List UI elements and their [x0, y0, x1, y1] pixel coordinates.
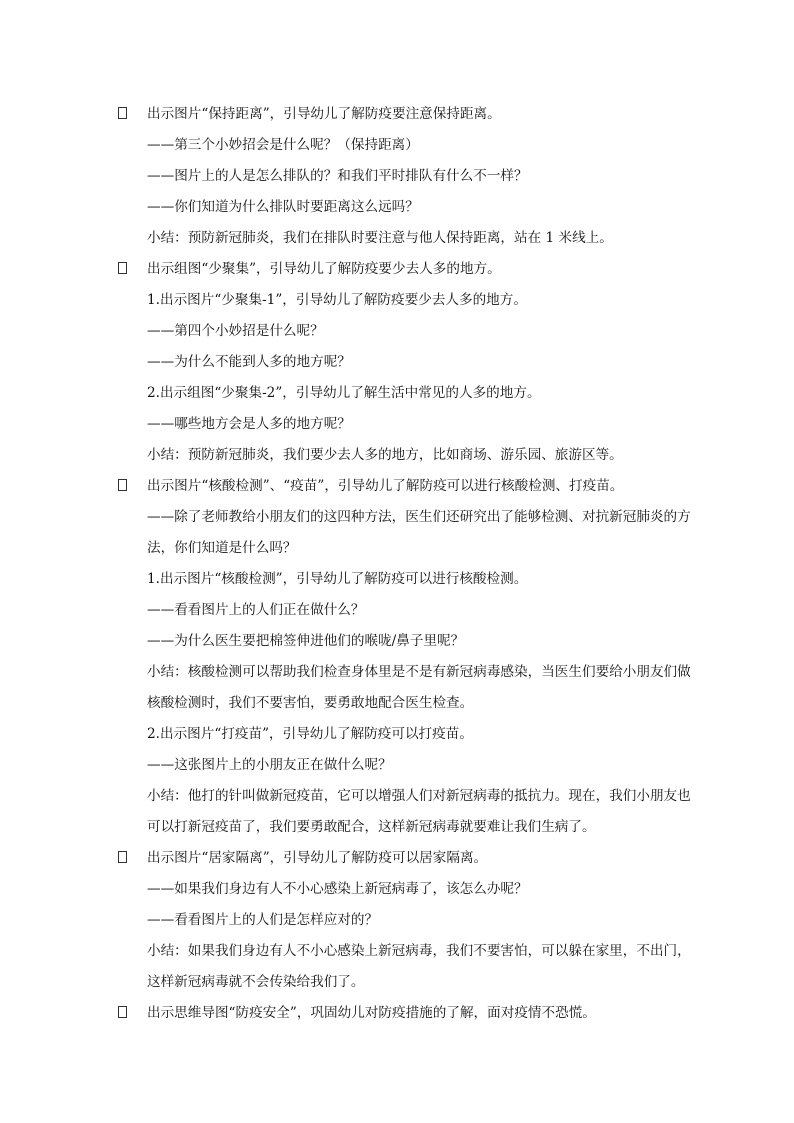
lesson-content	[118, 99, 718, 1029]
line-text: ——看看图片上的人们是怎样应对的？	[147, 912, 379, 928]
line-text: ——你们知道为什么排队时要距离这么远吗？	[147, 199, 419, 215]
line-text: 小结：核酸检测可以帮助我们检查身体里是不是有新冠病毒感染，当医生们要给小朋友们做	[147, 664, 691, 680]
text-line	[118, 378, 718, 409]
bullet-paragraph	[118, 99, 718, 130]
line-text: 出示组图“少聚集”，引导幼儿了解防疫要少去人多的地方。	[147, 261, 501, 277]
text-line	[118, 533, 718, 564]
line-text: ——图片上的人是怎么排队的？和我们平时排队有什么不一样？	[147, 168, 528, 184]
text-line	[118, 874, 718, 905]
line-text: ——第四个小妙招是什么呢？	[147, 323, 324, 339]
line-text: 出示思维导图“防疫安全”，巩固幼儿对防疫措施的了解，面对疫情不恐慌。	[147, 1005, 596, 1021]
text-line	[118, 657, 718, 688]
text-line	[118, 130, 718, 161]
bullet-box-icon	[118, 107, 127, 119]
line-text: ——看看图片上的人们正在做什么？	[147, 602, 365, 618]
line-text: 小结：预防新冠肺炎，我们在排队时要注意与他人保持距离，站在 1 米线上。	[147, 230, 613, 246]
line-text: 1.出示图片“核酸检测”，引导幼儿了解防疫可以进行核酸检测。	[147, 571, 528, 587]
bullet-paragraph	[118, 843, 718, 874]
line-text: ——除了老师教给小朋友们的这四种方法，医生们还研究出了能够检测、对抗新冠肺炎的方	[147, 509, 691, 525]
bullet-box-icon	[118, 262, 127, 274]
text-line	[118, 905, 718, 936]
line-text: ——为什么医生要把棉签伸进他们的喉咙/鼻子里呢？	[147, 633, 465, 649]
text-line	[118, 502, 718, 533]
bullet-box-icon	[118, 1006, 127, 1018]
text-line	[118, 409, 718, 440]
line-text: 2.出示组图“少聚集-2”，引导幼儿了解生活中常见的人多的地方。	[147, 385, 541, 401]
bullet-paragraph	[118, 254, 718, 285]
line-text: 小结：预防新冠肺炎，我们要少去人多的地方，比如商场、游乐园、旅游区等。	[147, 447, 623, 463]
text-line	[118, 595, 718, 626]
text-line	[118, 564, 718, 595]
line-text: ——第三个小妙招会是什么呢？（保持距离）	[147, 137, 419, 153]
text-line	[118, 936, 718, 967]
text-line	[118, 316, 718, 347]
bullet-paragraph	[118, 471, 718, 502]
line-text: 出示图片“保持距离”，引导幼儿了解防疫要注意保持距离。	[147, 106, 501, 122]
text-line	[118, 192, 718, 223]
bullet-paragraph	[118, 998, 718, 1029]
text-line	[118, 440, 718, 471]
text-line	[118, 781, 718, 812]
text-line	[118, 347, 718, 378]
line-text: 小结：他打的针叫做新冠疫苗，它可以增强人们对新冠病毒的抵抗力。现在，我们小朋友也	[147, 788, 691, 804]
text-line	[118, 688, 718, 719]
text-line	[118, 750, 718, 781]
bullet-box-icon	[118, 851, 127, 863]
text-line	[118, 812, 718, 843]
bullet-box-icon	[118, 479, 127, 491]
line-text: 法，你们知道是什么吗？	[147, 540, 297, 556]
line-text: ——哪些地方会是人多的地方呢？	[147, 416, 351, 432]
line-text: 2.出示图片“打疫苗”，引导幼儿了解防疫可以打疫苗。	[147, 726, 473, 742]
line-text: 出示图片“居家隔离”，引导幼儿了解防疫可以居家隔离。	[147, 850, 488, 866]
text-line	[118, 285, 718, 316]
line-text: 这样新冠病毒就不会传染给我们了。	[147, 974, 365, 990]
text-line	[118, 223, 718, 254]
line-text: 小结：如果我们身边有人不小心感染上新冠病毒，我们不要害怕，可以躲在家里，不出门，	[147, 943, 691, 959]
text-line	[118, 967, 718, 998]
line-text: ——这张图片上的小朋友正在做什么呢？	[147, 757, 392, 773]
text-line	[118, 626, 718, 657]
line-text: 出示图片“核酸检测”、“疫苗”，引导幼儿了解防疫可以进行核酸检测、打疫苗。	[147, 478, 624, 494]
text-line	[118, 161, 718, 192]
line-text: 核酸检测时，我们不要害怕，要勇敢地配合医生检查。	[147, 695, 474, 711]
line-text: ——为什么不能到人多的地方呢？	[147, 354, 351, 370]
text-line	[118, 719, 718, 750]
line-text: 1.出示图片“少聚集-1”，引导幼儿了解防疫要少去人多的地方。	[147, 292, 527, 308]
line-text: 可以打新冠疫苗了，我们要勇敢配合，这样新冠病毒就要难让我们生病了。	[147, 819, 596, 835]
line-text: ——如果我们身边有人不小心感染上新冠病毒了，该怎么办呢？	[147, 881, 528, 897]
